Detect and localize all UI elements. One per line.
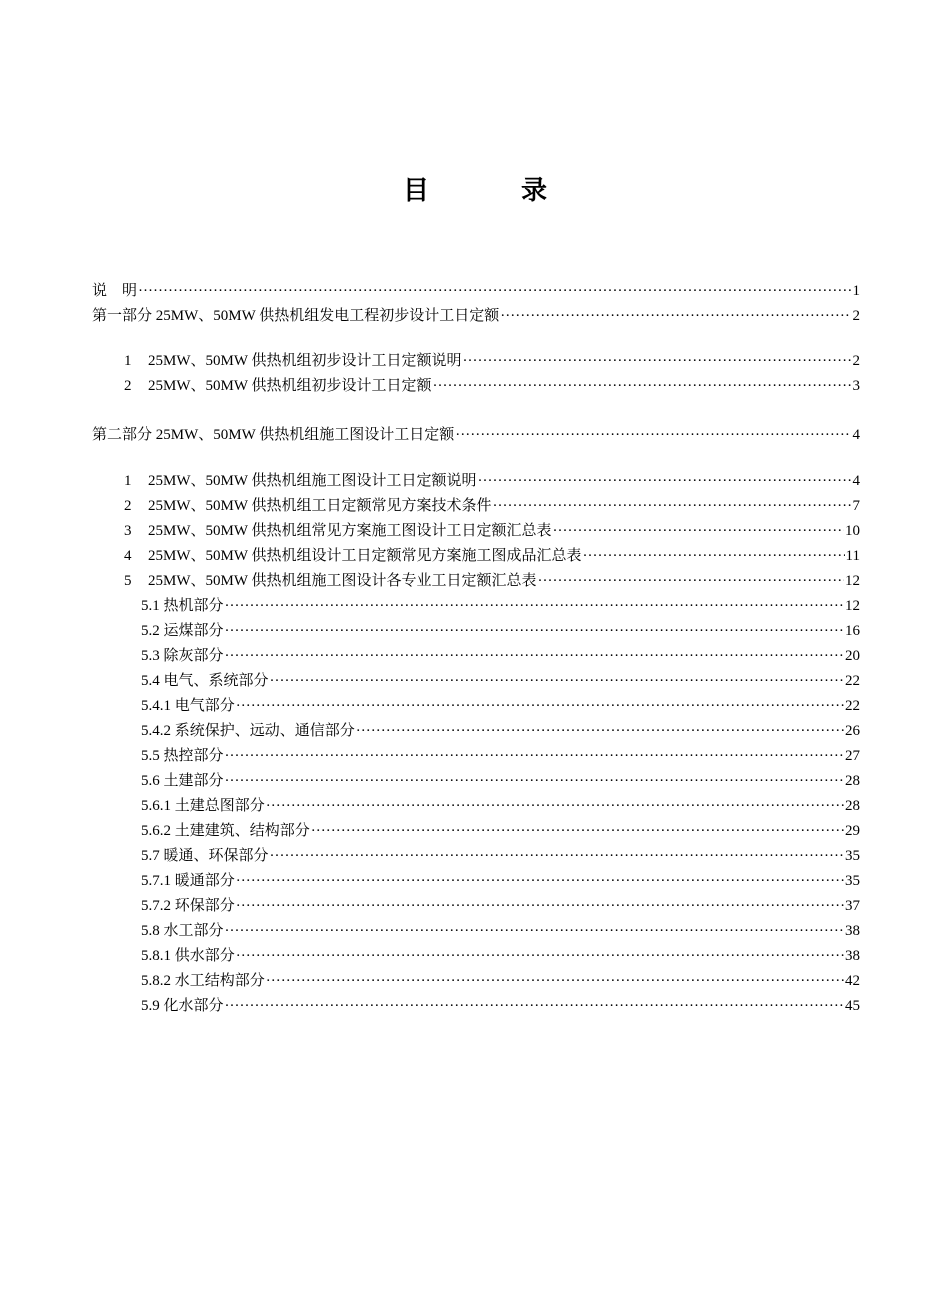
toc-entry[interactable] [124, 570, 860, 592]
toc-entry-page: 16 [845, 623, 860, 639]
toc-leader-dots [225, 595, 844, 617]
toc-leader-dots [138, 280, 851, 302]
toc-entry[interactable] [141, 995, 860, 1017]
toc-entry-page: 22 [845, 673, 860, 689]
toc-leader-dots [492, 495, 851, 517]
toc-entry-page: 4 [852, 427, 860, 443]
toc-entry-text: 5.6 土建部分 [141, 773, 224, 789]
toc-entry-text: 5.7.2 环保部分 [141, 898, 235, 914]
toc-entry-page: 22 [845, 698, 860, 714]
toc-entry-page: 38 [845, 948, 860, 964]
toc-entry-text: 25MW、50MW 供热机组常见方案施工图设计工日定额汇总表 [148, 523, 552, 539]
toc-leader-dots [270, 670, 844, 692]
toc-entry[interactable] [141, 645, 860, 667]
toc-entry-text: 25MW、50MW 供热机组施工图设计工日定额说明 [148, 473, 477, 489]
toc-entry-number: 2 [124, 378, 132, 394]
toc-entry-text: 25MW、50MW 供热机组设计工日定额常见方案施工图成品汇总表 [148, 548, 582, 564]
toc-entry[interactable] [141, 670, 860, 692]
toc-entry-text: 5.4.2 系统保护、远动、通信部分 [141, 723, 355, 739]
toc-leader-dots [266, 970, 844, 992]
toc-entry[interactable] [124, 375, 860, 397]
toc-entry[interactable] [141, 845, 860, 867]
toc-leader-dots [500, 305, 851, 327]
toc-leader-dots [552, 520, 844, 542]
toc-entry-number: 1 [124, 473, 132, 489]
toc-entry[interactable] [92, 424, 860, 446]
toc-entry-number: 3 [124, 523, 132, 539]
toc-entry-page: 26 [845, 723, 860, 739]
toc-entry-page: 12 [845, 573, 860, 589]
toc-entry-page: 45 [845, 998, 860, 1014]
toc-leader-dots [356, 720, 844, 742]
toc-entry[interactable] [141, 770, 860, 792]
toc-entry-page: 11 [845, 548, 860, 564]
toc-entry-page: 12 [845, 598, 860, 614]
toc-entry-page: 28 [845, 773, 860, 789]
toc-entry-number: 5 [124, 573, 132, 589]
toc-leader-dots [236, 895, 844, 917]
toc-leader-dots [455, 424, 851, 446]
toc-entry-page: 4 [852, 473, 860, 489]
toc-entry-text: 5.7.1 暖通部分 [141, 873, 235, 889]
toc-leader-dots [225, 770, 844, 792]
toc-entry-page: 1 [852, 283, 860, 299]
toc-entry-page: 38 [845, 923, 860, 939]
toc-leader-dots [225, 920, 844, 942]
toc-entry-text: 第一部分 25MW、50MW 供热机组发电工程初步设计工日定额 [92, 308, 500, 324]
toc-entry[interactable] [141, 820, 860, 842]
toc-entry-number: 2 [124, 498, 132, 514]
toc-entry[interactable] [92, 305, 860, 327]
toc-leader-dots [477, 470, 851, 492]
toc-entry-text: 5.9 化水部分 [141, 998, 224, 1014]
toc-entry-text: 5.4 电气、系统部分 [141, 673, 269, 689]
toc-entry[interactable] [141, 745, 860, 767]
toc-entry-text: 5.2 运煤部分 [141, 623, 224, 639]
toc-entry-page: 37 [845, 898, 860, 914]
toc-entry-page: 20 [845, 648, 860, 664]
toc-leader-dots [462, 350, 851, 372]
toc-leader-dots [225, 995, 844, 1017]
toc-entry-text: 5.6.2 土建建筑、结构部分 [141, 823, 310, 839]
toc-leader-dots [236, 870, 844, 892]
toc-leader-dots [311, 820, 844, 842]
toc-entry-page: 28 [845, 798, 860, 814]
toc-entry-page: 2 [852, 353, 860, 369]
toc-leader-dots [537, 570, 844, 592]
toc-entry-page: 2 [852, 308, 860, 324]
toc-leader-dots [225, 620, 844, 642]
toc-entry[interactable] [124, 350, 860, 372]
toc-entry-page: 35 [845, 873, 860, 889]
toc-entry[interactable] [141, 720, 860, 742]
toc-entry-text: 5.1 热机部分 [141, 598, 224, 614]
toc-entry[interactable] [92, 280, 860, 302]
toc-leader-dots [225, 645, 844, 667]
toc-entry-page: 27 [845, 748, 860, 764]
toc-leader-dots [582, 545, 844, 567]
toc-entry-text: 第二部分 25MW、50MW 供热机组施工图设计工日定额 [92, 427, 455, 443]
toc-entry-text: 5.4.1 电气部分 [141, 698, 235, 714]
toc-entry[interactable] [141, 795, 860, 817]
toc-leader-dots [270, 845, 844, 867]
toc-entry-text: 25MW、50MW 供热机组施工图设计各专业工日定额汇总表 [148, 573, 537, 589]
toc-entry-text: 5.8 水工部分 [141, 923, 224, 939]
toc-entry-page: 7 [852, 498, 860, 514]
toc-entry-page: 10 [845, 523, 860, 539]
toc-entry-text: 25MW、50MW 供热机组工日定额常见方案技术条件 [148, 498, 492, 514]
toc-entry[interactable] [141, 970, 860, 992]
toc-entry-number: 4 [124, 548, 132, 564]
toc-leader-dots [266, 795, 844, 817]
toc-entry[interactable] [141, 620, 860, 642]
toc-entry-text: 5.3 除灰部分 [141, 648, 224, 664]
toc-entry[interactable] [141, 595, 860, 617]
toc-entry-text: 5.8.1 供水部分 [141, 948, 235, 964]
toc-entry[interactable] [124, 520, 860, 542]
toc-entry-text: 25MW、50MW 供热机组初步设计工日定额说明 [148, 353, 462, 369]
toc-entry-text: 25MW、50MW 供热机组初步设计工日定额 [148, 378, 432, 394]
toc-entry[interactable] [141, 695, 860, 717]
toc-entry[interactable] [141, 920, 860, 942]
toc-entry-text: 5.5 热控部分 [141, 748, 224, 764]
toc-entry[interactable] [124, 470, 860, 492]
toc-entry-page: 3 [852, 378, 860, 394]
title-char-2: 录 [521, 176, 548, 206]
toc-entry-text: 5.8.2 水工结构部分 [141, 973, 265, 989]
toc-entry-text: 说 明 [92, 283, 138, 299]
toc-entry-page: 35 [845, 848, 860, 864]
toc-leader-dots [236, 945, 844, 967]
title-char-1: 目 [402, 176, 429, 206]
toc-leader-dots [236, 695, 844, 717]
toc-entry[interactable] [141, 945, 860, 967]
toc-entry[interactable] [141, 895, 860, 917]
toc-entry-text: 5.6.1 土建总图部分 [141, 798, 265, 814]
toc-entry-number: 1 [124, 353, 132, 369]
toc-entry-page: 29 [845, 823, 860, 839]
toc-entry-page: 42 [845, 973, 860, 989]
toc-entry[interactable] [141, 870, 860, 892]
toc-entry[interactable] [124, 495, 860, 517]
toc-leader-dots [432, 375, 851, 397]
toc-entry-text: 5.7 暖通、环保部分 [141, 848, 269, 864]
toc-entry[interactable] [124, 545, 860, 567]
toc-leader-dots [225, 745, 844, 767]
